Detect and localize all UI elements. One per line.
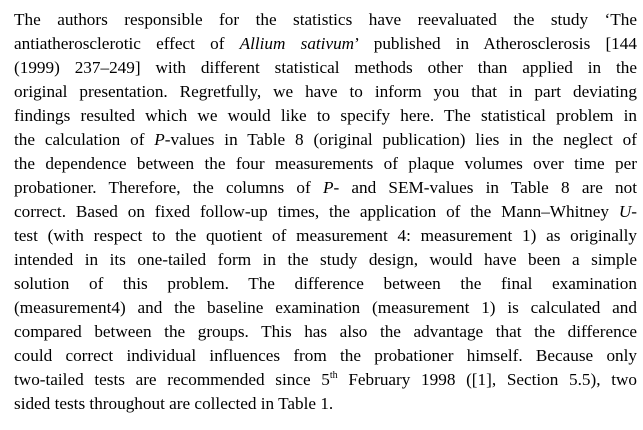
text-run: test (with respect to the quotient of measurement 4: measurement 1) as originally xyxy=(14,226,637,245)
text-run: correct. Based on fixed follow-up times, the application of the Mann–Whitney xyxy=(14,202,619,221)
text-line xyxy=(14,104,637,128)
text-line xyxy=(14,56,637,80)
text-line xyxy=(14,80,637,104)
text-run: solution of this problem. The difference between the final examination xyxy=(14,274,637,293)
superscript: th xyxy=(329,370,338,381)
text-line xyxy=(14,320,637,344)
text-run: The authors responsible for the statistics have reevaluated the study ‘The xyxy=(14,10,637,29)
text-run: (measurement4) and the baseline examination (measurement 1) is calculated and xyxy=(14,298,637,317)
text-run: (1999) 237–249] with different statistical methods other than applied in the xyxy=(14,58,637,77)
text-run: February 1998 ([1], Section 5.5), two xyxy=(337,370,638,389)
text-line xyxy=(14,224,637,248)
text-run: could correct individual influences from the probationer himself. Because only xyxy=(14,346,637,365)
text-run: sided tests throughout are collected in Table 1. xyxy=(14,394,334,413)
text-run: ’ published in Atherosclerosis [144 xyxy=(354,34,637,53)
text-run: probationer. Therefore, the columns of xyxy=(14,178,323,197)
text-run: original presentation. Regretfully, we have to inform you that in part deviating xyxy=(14,82,637,101)
text-line xyxy=(14,272,637,296)
text-run: - and SEM-values in Table 8 are not xyxy=(333,178,637,197)
text-run: - xyxy=(631,202,637,221)
text-line xyxy=(14,392,637,416)
text-run: the calculation of xyxy=(14,130,155,149)
text-line xyxy=(14,8,637,32)
italic-term: P xyxy=(322,178,334,197)
text-line xyxy=(14,32,637,56)
text-run: the dependence between the four measurements of plaque volumes over time per xyxy=(14,154,637,173)
text-line xyxy=(14,368,637,392)
italic-term: Allium sativum xyxy=(239,34,355,53)
text-line xyxy=(14,200,637,224)
text-line xyxy=(14,152,637,176)
text-run: antiatherosclerotic effect of xyxy=(14,34,240,53)
text-line xyxy=(14,344,637,368)
text-run: compared between the groups. This has also the advantage that the difference xyxy=(14,322,637,341)
italic-term: P xyxy=(154,130,165,149)
text-run: intended in its one-tailed form in the study design, would have been a simple xyxy=(14,250,637,269)
body-paragraph xyxy=(14,8,637,416)
text-line xyxy=(14,296,637,320)
text-run: findings resulted which we would like to specify here. The statistical problem in xyxy=(14,106,637,125)
text-run: two-tailed tests are recommended since 5 xyxy=(14,370,330,389)
text-line xyxy=(14,128,637,152)
text-line xyxy=(14,248,637,272)
text-run: -values in Table 8 (original publication) lies in the neglect of xyxy=(164,130,637,149)
text-line xyxy=(14,176,637,200)
italic-term: U xyxy=(618,202,632,221)
